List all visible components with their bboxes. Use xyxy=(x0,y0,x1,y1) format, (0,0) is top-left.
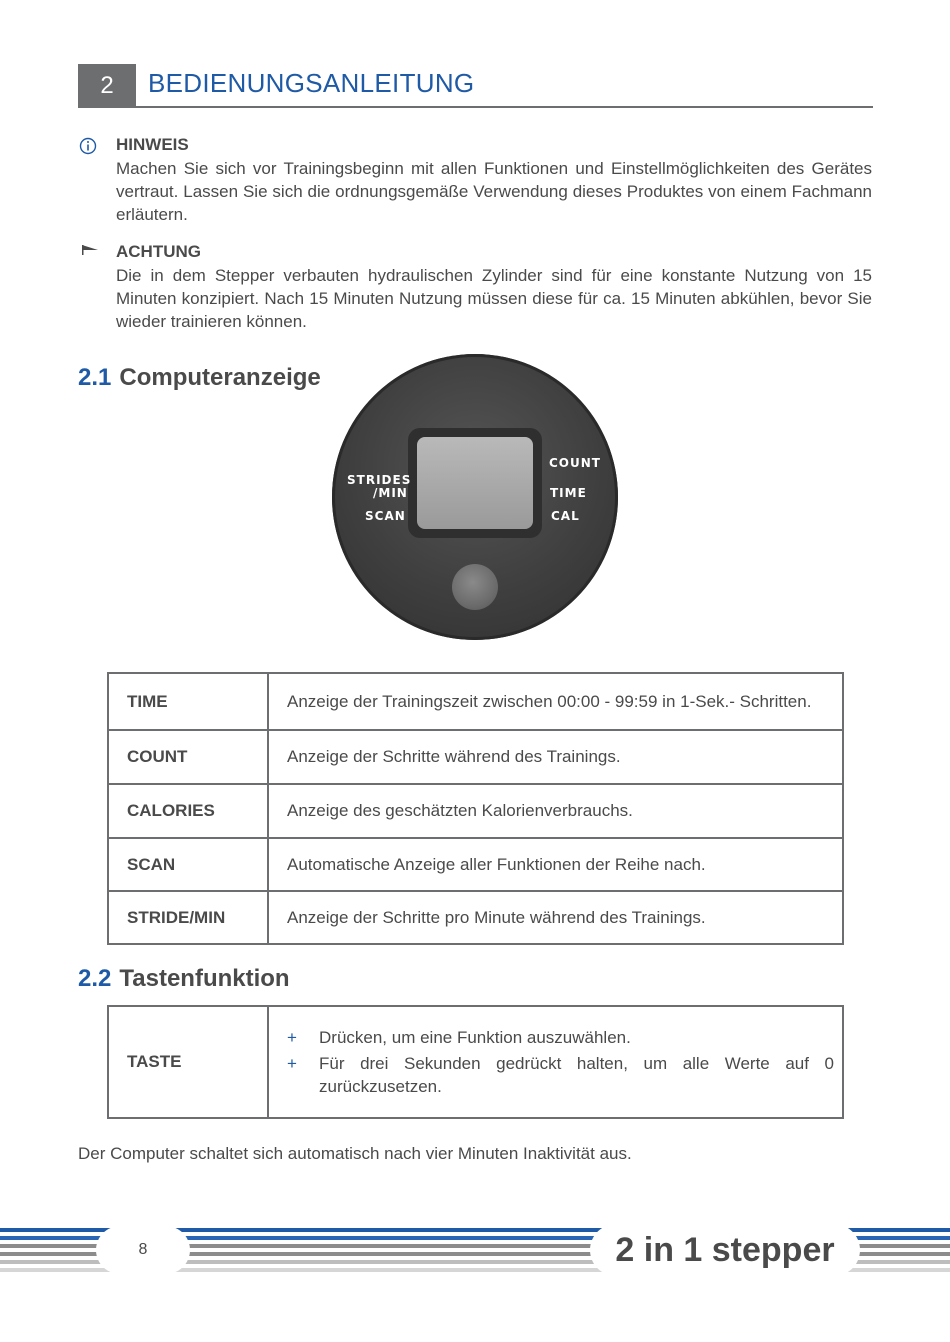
console-label-min: /MIN xyxy=(373,486,408,500)
console-label-count: COUNT xyxy=(549,456,601,470)
brand-title: 2 in 1 stepper xyxy=(615,1230,835,1269)
key-function-table xyxy=(107,1005,844,1119)
table-row xyxy=(108,838,843,891)
function-description: Automatische Anzeige aller Funktionen der Reihe nach. xyxy=(268,838,843,891)
table-row xyxy=(108,891,843,944)
page-number: 8 xyxy=(138,1241,148,1258)
function-name: STRIDE/MIN xyxy=(108,891,268,944)
note-body-hinweis: Machen Sie sich vor Trainingsbeginn mit allen Funktionen und Einstellmöglichkeiten des Gerätes vertraut. Lassen Sie sich die ordnungsgemäße Verwendung dieses Produktes von einem Fachmann erläutern. xyxy=(116,159,872,224)
function-description: Anzeige der Schritte während des Trainings. xyxy=(268,730,843,784)
key-description xyxy=(268,1006,843,1118)
table-row xyxy=(108,673,843,730)
list-item xyxy=(287,1052,842,1098)
note-title-achtung: ACHTUNG xyxy=(116,242,201,261)
auto-off-note: Der Computer schaltet sich automatisch nach vier Minuten Inaktivität aus. xyxy=(78,1144,632,1163)
subsection-heading-2-2 xyxy=(78,965,290,993)
list-item xyxy=(287,1026,842,1049)
function-name: TIME xyxy=(108,673,268,730)
brand-pill xyxy=(590,1224,860,1276)
function-description: Anzeige des geschätzten Kalorienverbrauchs. xyxy=(268,784,843,838)
function-name: SCAN xyxy=(108,838,268,891)
key-name: TASTE xyxy=(108,1006,268,1118)
page-number-pill xyxy=(96,1226,190,1274)
plus-bullet-icon: + xyxy=(287,1028,297,1047)
subsection-heading-2-1 xyxy=(78,364,321,392)
console-label-cal: CAL xyxy=(551,509,580,523)
function-name: COUNT xyxy=(108,730,268,784)
console-label-time: TIME xyxy=(550,486,587,500)
header-divider xyxy=(78,106,873,108)
section-number-badge: 2 xyxy=(78,64,136,108)
note-body-achtung: Die in dem Stepper verbauten hydraulischen Zylinder sind für eine konstante Nutzung von 15 Minuten konzipiert. Nach 15 Minuten Nutzung müssen diese für ca. 15 Minuten abkühlen, bevor Sie wieder trainieren können. xyxy=(116,266,872,331)
functions-table xyxy=(107,672,844,945)
subsection-number: 2.2 xyxy=(78,965,112,992)
subsection-title: Computeranzeige xyxy=(119,364,321,391)
function-name: CALORIES xyxy=(108,784,268,838)
console-label-strides: STRIDES xyxy=(347,473,412,487)
note-title-hinweis: HINWEIS xyxy=(116,135,189,154)
flag-icon xyxy=(81,243,99,261)
info-icon xyxy=(79,137,97,155)
section-title: BEDIENUNGSANLEITUNG xyxy=(148,68,475,98)
table-row xyxy=(108,730,843,784)
subsection-title: Tastenfunktion xyxy=(119,965,290,992)
table-row xyxy=(108,1006,843,1118)
bullet-text: Drücken, um eine Funktion auszuwählen. xyxy=(319,1028,631,1047)
lcd-screen xyxy=(417,437,533,529)
subsection-number: 2.1 xyxy=(78,364,112,391)
table-row xyxy=(108,784,843,838)
function-description: Anzeige der Schritte pro Minute während des Trainings. xyxy=(268,891,843,944)
console-button xyxy=(452,564,498,610)
console-label-scan: SCAN xyxy=(365,509,406,523)
function-description: Anzeige der Trainingszeit zwischen 00:00 - 99:59 in 1-Sek.- Schritten. xyxy=(268,673,843,730)
plus-bullet-icon: + xyxy=(287,1054,297,1073)
bullet-text: Für drei Sekunden gedrückt halten, um alle Werte auf 0 zurückzusetzen. xyxy=(319,1054,834,1096)
